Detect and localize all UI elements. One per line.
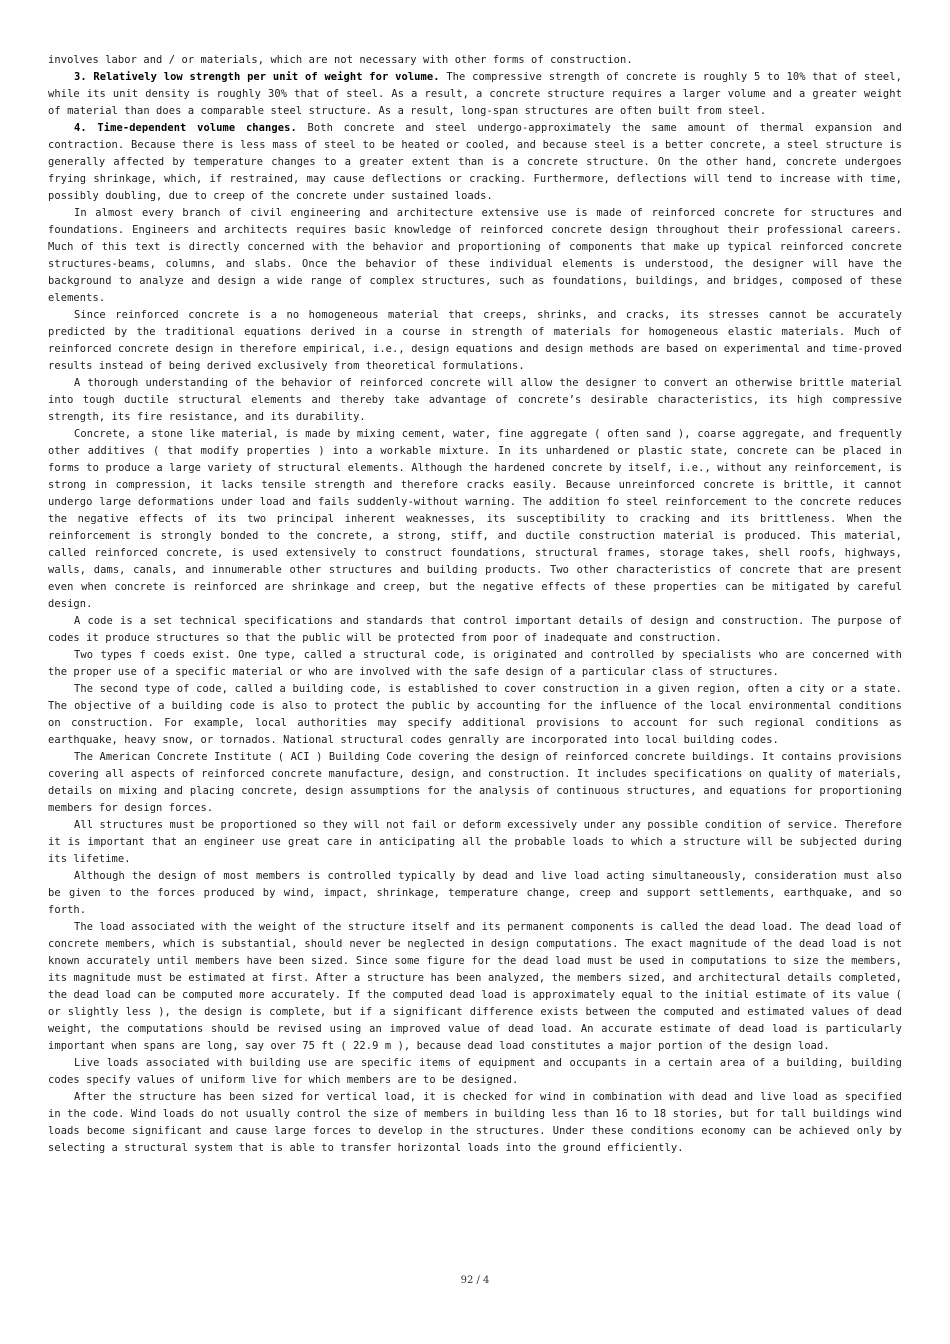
paragraph-text: Concrete, a stone like material, is made by mixing cement, water, fine aggregate ( often sand ), coarse aggregate, and frequently other additives ( that modify properties ) into a workable mixture. In its unhardened or plastic state, concrete can be placed in forms to produce a large variety of structural elements. Although the hardened concrete by itself, i.e., without any reinforcement, is strong in compression, it lacks tensile strength and therefore cracks easily. Because unreinforced concrete is brittle, it cannot undergo large deformations under load and fails suddenly-without warning. The addition fo steel reinforcement to the concrete reduces the negative effects of its two principal inherent weaknesses, its susceptibility to cracking and its brittleness. When the reinforcement is strongly bonded to the concrete, a strong, stiff, and ductile construction material is produced. This material, called reinforced concrete, is used extensively to construct foundations, structural frames, storage takes, shell roofs, highways, walls, dams, canals, and innumerable other structures and building products. Two other characteristics of concrete that are present even when concrete is reinforced are shrinkage and creep, but the negative effects of these properties can be mitigated by careful design. <box>48 428 902 610</box>
paragraph-text: involves labor and / or materials, which are not necessary with other forms of construction. <box>48 54 633 66</box>
paragraph-text: The second type of code, called a building code, is established to cover construction in a given region, often a city or a state. The objective of a building code is also to protect the public by accounting for the influence of the local environmental conditions on construction. For example, local authorities may specify additional provisions to account for such regional conditions as earthquake, heavy snow, or tornados. National structural codes genrally are incorporated into local building codes. <box>48 683 902 746</box>
paragraph-text: A code is a set technical specifications and standards that control important details of design and construction. The purpose of codes it produce structures so that the public will be protected from poor of inadequate and construction. <box>48 615 902 644</box>
paragraph-text: The American Concrete Institute ( ACI ) Building Code covering the design of reinforced concrete buildings. It contains provisions covering all aspects of reinforced concrete manufacture, design, and construction. It includes specifications on quality of materials, details on mixing and placing concrete, design assumptions for the analysis of continuous structures, and equations for proportioning members for design forces. <box>48 751 902 814</box>
paragraph-text: Since reinforced concrete is a no homogeneous material that creeps, shrinks, and cracks, its stresses cannot be accurately predicted by the traditional equations derived in a course in strength of materials for homogeneous elastic materials. Much of reinforced concrete design in therefore empirical, i.e., design equations and design methods are based on experimental and time-proved results instead of being derived exclusively from theoretical formulations. <box>48 309 902 372</box>
paragraph-text: After the structure has been sized for vertical load, it is checked for wind in combination with dead and live load as specified in the code. Wind loads do not usually control the size of members in building less than 16 to 18 stories, but for tall buildings wind loads become significant and cause large forces to develop in the structures. Under these conditions economy can be achieved only by selecting a structural system that is able to transfer horizontal loads into the ground efficiently. <box>48 1091 902 1154</box>
paragraph <box>48 919 902 1055</box>
paragraph-text: Live loads associated with building use are specific items of equipment and occupants in a certain area of a building, building codes specify values of uniform live for which members are to be designed. <box>48 1057 902 1086</box>
paragraph <box>48 868 902 919</box>
paragraph <box>48 1089 902 1157</box>
paragraph <box>48 647 902 681</box>
paragraph <box>48 426 902 613</box>
paragraph <box>48 69 902 120</box>
paragraph-text: Although the design of most members is controlled typically by dead and live load acting simultaneously, consideration must also be given to the forces produced by wind, impact, shrinkage, temperature change, creep and support settlements, earthquake, and so forth. <box>48 870 902 916</box>
paragraph-heading: 4. Time-dependent volume changes. <box>74 122 297 134</box>
paragraph <box>48 205 902 307</box>
paragraph <box>48 52 902 69</box>
paragraph <box>48 613 902 647</box>
paragraph <box>48 307 902 375</box>
paragraph-text: Both concrete and steel undergo-approximately the same amount of thermal expansion and contraction. Because there is less mass of steel to be heated or cooled, and because steel is a better concrete, a steel structure is generally affected by temperature changes to a greater extent than is a concrete structure. On the other hand, concrete undergoes frying shrinkage, which, if restrained, may cause deflections or cracking. Furthermore, deflections will tend to increase with time, possibly doubling, due to creep of the concrete under sustained loads. <box>48 122 902 202</box>
paragraph-text: In almost every branch of civil engineering and architecture extensive use is made of reinforced concrete for structures and foundations. Engineers and architects requires basic knowledge of reinforced concrete design throughout their professional careers. Much of this text is directly concerned with the behavior and proportioning of components that make up typical reinforced concrete structures-beams, columns, and slabs. Once the behavior of these individual elements is understood, the designer will have the background to analyze and design a wide range of complex structures, such as foundations, buildings, and bridges, composed of these elements. <box>48 207 902 304</box>
paragraph-text: The compressive strength of concrete is roughly 5 to 10% that of steel, while its unit density is roughly 30% that of steel. As a result, a concrete structure requires a larger volume and a greater weight of material than does a comparable steel structure. As a result, long-span structures are often built from steel. <box>48 71 902 117</box>
paragraph <box>48 817 902 868</box>
paragraph <box>48 749 902 817</box>
paragraph <box>48 375 902 426</box>
paragraph-text: Two types f coeds exist. One type, called a structural code, is originated and controlled by specialists who are concerned with the proper use of a specific material or who are involved with the safe design of a particular class of structures. <box>48 649 902 678</box>
paragraph-text: All structures must be proportioned so they will not fail or deform excessively under any possible condition of service. Therefore it is important that an engineer use great care in anticipating all the probable loads to which a structure will be subjected during its lifetime. <box>48 819 902 865</box>
paragraph <box>48 681 902 749</box>
document-body <box>48 52 902 1157</box>
paragraph-heading: 3. Relatively low strength per unit of weight for volume. <box>74 71 440 83</box>
paragraph-text: A thorough understanding of the behavior of reinforced concrete will allow the designer to convert an otherwise brittle material into tough ductile structural elements and thereby take advantage of concrete’s desirable characteristics, its high compressive strength, its fire resistance, and its durability. <box>48 377 902 423</box>
paragraph <box>48 1055 902 1089</box>
paragraph-text: The load associated with the weight of the structure itself and its permanent components is called the dead load. The dead load of concrete members, which is substantial, should never be neglected in design computations. The exact magnitude of the dead load is not known accurately until members have been sized. Since some figure for the dead load must be used in computations to size the members, its magnitude must be estimated at first. After a structure has been analyzed, the members sized, and architectural details completed, the dead load can be computed more accurately. If the computed dead load is approximately equal to the initial estimate of its value ( or slightly less ), the design is complete, but if a significant difference exists between the computed and estimated values of dead weight, the computations should be revised using an improved value of dead load. An accurate estimate of dead load is particularly important when spans are long, say over 75 ft ( 22.9 m ), because dead load constitutes a major portion of the design load. <box>48 921 902 1052</box>
page-number: 92 / 4 <box>460 1275 490 1286</box>
paragraph <box>48 120 902 205</box>
